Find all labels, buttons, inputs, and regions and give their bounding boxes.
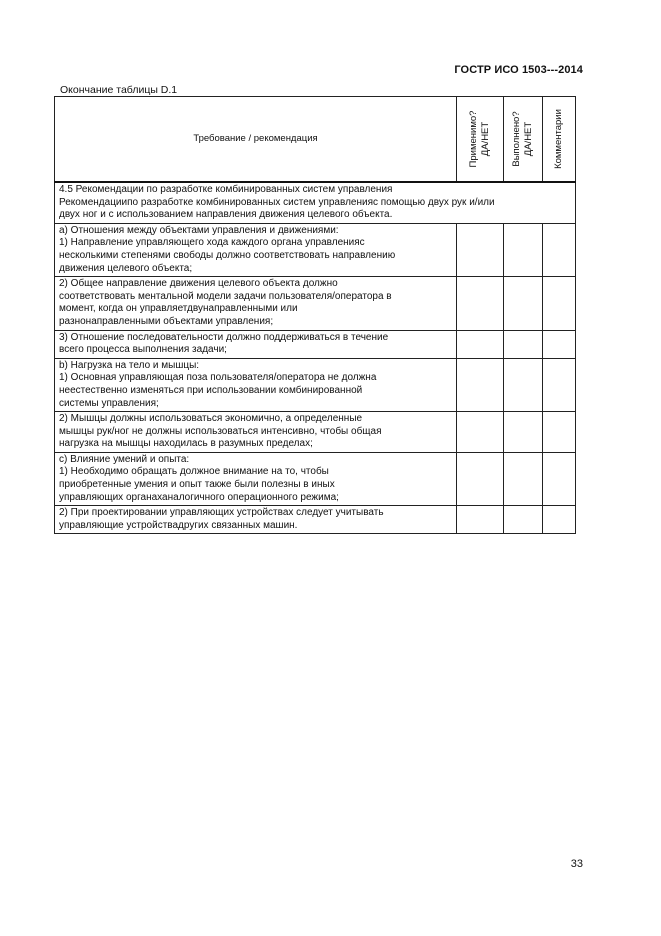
applicable-cell[interactable] (457, 223, 504, 276)
requirement-line: неестественно изменяться при использовании комбинированной (59, 384, 363, 396)
header-comments (543, 97, 576, 183)
comments-cell[interactable] (543, 223, 576, 276)
requirement-line: управляющих органаханалогичного операционного режима; (59, 491, 339, 503)
done-cell[interactable] (504, 223, 543, 276)
table-row (55, 330, 576, 358)
requirement-line: мышцы рук/ног не должны использоваться интенсивно, чтобы общая (59, 425, 382, 437)
requirement-line: 2) При проектировании управляющих устройствах следует учитывать (59, 507, 384, 519)
applicable-cell[interactable] (457, 412, 504, 453)
requirement-line: 1) Направление управляющего хода каждого органа управленияс (59, 237, 365, 249)
header-comments-line: Комментарии (553, 109, 564, 169)
table-row (55, 223, 576, 276)
requirement-line: с) Влияние умений и опыта: (59, 453, 190, 465)
requirement-cell (55, 452, 457, 505)
done-cell[interactable] (504, 452, 543, 505)
requirement-line: а) Отношения между объектами управления и движениями: (59, 224, 339, 236)
requirement-cell (55, 277, 457, 330)
requirement-line: b) Нагрузка на тело и мышцы: (59, 359, 200, 371)
requirement-line: момент, когда он управляетдвунаправленными или (59, 303, 298, 315)
table-row (55, 412, 576, 453)
header-requirement: Требование / рекомендация (55, 97, 457, 183)
applicable-cell[interactable] (457, 330, 504, 358)
header-done (504, 97, 543, 183)
requirement-line: 1) Основная управляющая поза пользователя/оператора не должна (59, 372, 377, 384)
section-line: 4.5 Рекомендации по разработке комбинированных систем управления (59, 184, 393, 195)
section-line: двух ног и с использованием направления движения целевого объекта. (59, 209, 393, 221)
table-caption: Окончание таблицы D.1 (60, 84, 178, 96)
requirement-cell (55, 223, 457, 276)
requirement-line: движения целевого объекта; (59, 262, 193, 274)
applicable-cell[interactable] (457, 506, 504, 534)
requirement-line: системы управления; (59, 397, 159, 409)
section-cell (55, 182, 576, 223)
section-line: Рекомендациипо разработке комбинированных систем управленияс помощью двух рук и/или (59, 196, 495, 208)
section-row (55, 182, 576, 223)
requirement-cell (55, 358, 457, 411)
header-applicable-line1: Применимо? (468, 110, 479, 168)
table-header-row (55, 97, 576, 183)
requirement-line: приобретенные умения и опыт также были полезны в иных (59, 479, 335, 491)
page-number: 33 (570, 858, 583, 870)
requirement-line: 2) Мышцы должны использоваться экономично, а определенные (59, 413, 363, 425)
done-cell[interactable] (504, 506, 543, 534)
header-applicable-line2: ДА/НЕТ (480, 121, 491, 157)
requirement-line: соответствовать ментальной модели задачи пользователя/оператора в (59, 290, 392, 302)
document-code: ГОСТР ИСО 1503---2014 (454, 64, 583, 76)
table-row (55, 358, 576, 411)
comments-cell[interactable] (543, 358, 576, 411)
applicable-cell[interactable] (457, 358, 504, 411)
table-row (55, 452, 576, 505)
header-done-line1: Выполнено? (511, 111, 522, 167)
applicable-cell[interactable] (457, 277, 504, 330)
done-cell[interactable] (504, 330, 543, 358)
requirement-line: управляющие устройствадругих связанных машин. (59, 519, 298, 531)
requirement-cell (55, 330, 457, 358)
requirement-cell (55, 412, 457, 453)
table-row (55, 506, 576, 534)
table-row (55, 277, 576, 330)
done-cell[interactable] (504, 358, 543, 411)
requirement-line: несколькими степенями свободы должно соответствовать направлению (59, 249, 396, 261)
comments-cell[interactable] (543, 452, 576, 505)
done-cell[interactable] (504, 277, 543, 330)
header-applicable (457, 97, 504, 183)
requirement-line: разнонаправленными объектами управления; (59, 315, 274, 327)
comments-cell[interactable] (543, 506, 576, 534)
comments-cell[interactable] (543, 277, 576, 330)
header-done-line2: ДА/НЕТ (523, 121, 534, 157)
done-cell[interactable] (504, 412, 543, 453)
requirement-line: всего процесса выполнения задачи; (59, 344, 227, 356)
requirement-line: 2) Общее направление движения целевого объекта должно (59, 278, 338, 290)
comments-cell[interactable] (543, 330, 576, 358)
applicable-cell[interactable] (457, 452, 504, 505)
requirement-line: 3) Отношение последовательности должно поддерживаться в течение (59, 331, 389, 343)
requirement-cell (55, 506, 457, 534)
requirement-line: нагрузка на мышцы находилась в разумных пределах; (59, 438, 313, 450)
requirements-table (54, 96, 576, 534)
comments-cell[interactable] (543, 412, 576, 453)
requirement-line: 1) Необходимо обращать должное внимание на то, чтобы (59, 466, 329, 478)
